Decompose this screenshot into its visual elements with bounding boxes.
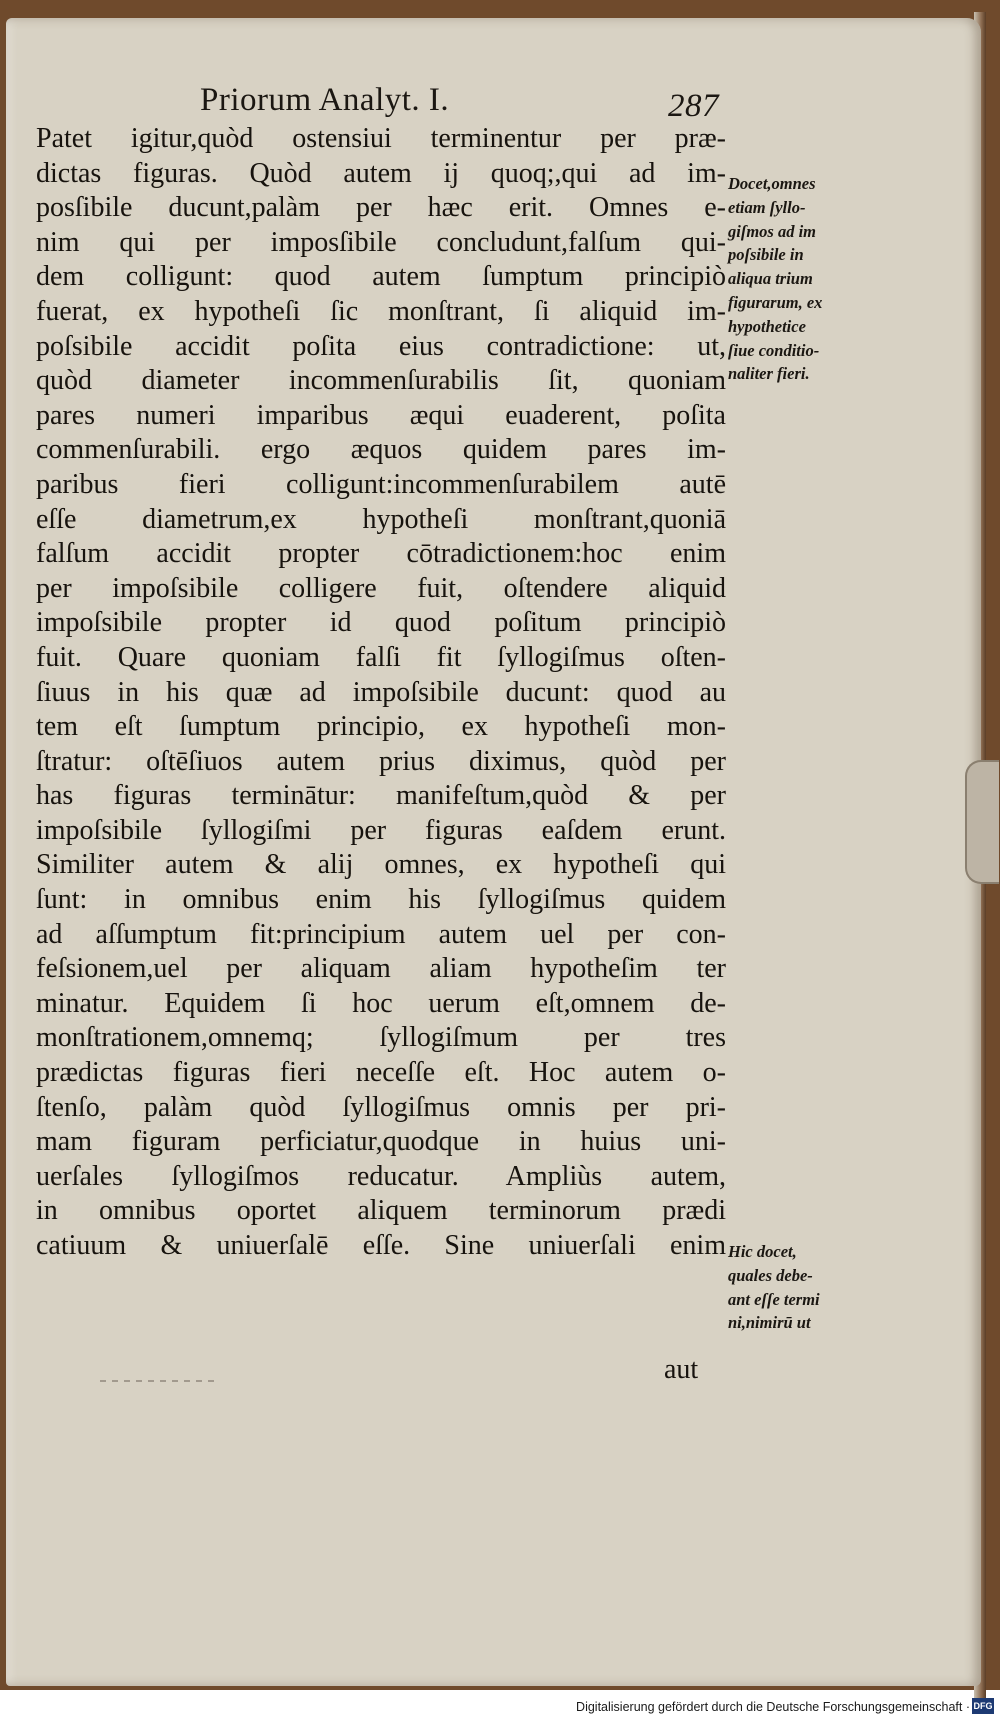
text-line: prædictas figuras fieri neceſſe eſt. Hoc autem o- [36, 1057, 726, 1089]
text-line: falſum accidit propter cōtradictionem:hoc enim [36, 538, 726, 570]
text-line: fuerat, ex hypotheſi ſic monſtrant, ſi aliquid im- [36, 295, 726, 327]
text-line: nim qui per imposſibile concludunt,falſum qui- [36, 226, 726, 258]
catchword: aut [664, 1354, 699, 1385]
marginal-note-line: giſmos ad im [728, 221, 817, 241]
funding-credit: Digitalisierung gefördert durch die Deutsche Forschungsgemeinschaft · [576, 1700, 970, 1714]
main-text-block [36, 122, 726, 1264]
text-line: monſtrationem,omnemq; ſyllogiſmum per tres [36, 1022, 726, 1054]
text-line: eſſe diametrum,ex hypotheſi monſtrant,quoniā [36, 503, 726, 535]
text-line: tem eſt ſumptum principio, ex hypotheſi mon- [36, 711, 726, 743]
dfg-logo: DFG [972, 1698, 994, 1714]
text-line: has figuras terminātur: manifeſtum,quòd & per [36, 780, 726, 812]
page-number: 287 [668, 88, 719, 124]
marginal-note-line: ſiue conditio- [728, 340, 820, 360]
marginal-note-line: poſsibile in [728, 245, 804, 265]
text-line: ad aſſumptum fit:principium autem uel per con- [36, 918, 726, 950]
text-line: mam figuram perficiatur,quodque in huius uni- [36, 1126, 726, 1158]
marginal-note-line: ni,nimirū ut [728, 1313, 811, 1333]
marginal-note-line: naliter fieri. [728, 364, 810, 384]
stray-mark [100, 1380, 220, 1382]
book-clasp [965, 760, 999, 884]
text-line: commenſurabili. ergo æquos quidem pares im- [36, 434, 726, 466]
text-line: ſiuus in his quæ ad impoſsibile ducunt: quod au [36, 676, 726, 708]
marginal-note-1 [728, 172, 868, 386]
text-line: in omnibus oportet aliquem terminorum prædi [36, 1195, 726, 1227]
text-line: ſtratur: oſtēſiuos autem prius diximus, quòd per [36, 745, 726, 777]
marginal-note-line: aliqua trium [728, 269, 813, 289]
text-line: impoſsibile ſyllogiſmi per figuras eaſdem erunt. [36, 814, 726, 846]
text-line: ſunt: in omnibus enim his ſyllogiſmus quidem [36, 884, 726, 916]
marginal-note-line: figurarum, ex [728, 292, 823, 312]
text-line: catiuum & uniuerſalē eſſe. Sine uniuerſali enim [36, 1230, 726, 1261]
text-line: Patet igitur,quòd ostensiui terminentur per præ- [36, 123, 726, 154]
running-head-title: Priorum Analyt. I. [200, 82, 450, 118]
text-line: dictas figuras. Quòd autem ij quoq;,qui ad im- [36, 157, 726, 189]
text-line: pares numeri imparibus æqui euaderent, poſita [36, 399, 726, 431]
text-line: poſsibile accidit poſita eius contradictione: ut, [36, 330, 726, 362]
footer [0, 1698, 1000, 1718]
text-line: dem colligunt: quod autem ſumptum principiò [36, 261, 726, 293]
text-line: per impoſsibile colligere fuit, oſtendere aliquid [36, 572, 726, 604]
marginal-note-2 [728, 1240, 868, 1335]
marginal-note-line: Docet,omnes [728, 174, 816, 193]
text-line: impoſsibile propter id quod poſitum principiò [36, 607, 726, 639]
text-line: feſsionem,uel per aliquam aliam hypotheſim ter [36, 953, 726, 985]
marginal-note-line: Hic docet, [728, 1242, 797, 1261]
marginal-note-line: etiam ſyllo- [728, 197, 806, 217]
text-line: quòd diameter incommenſurabilis ſit, quoniam [36, 365, 726, 397]
text-line: ſtenſo, palàm quòd ſyllogiſmus omnis per pri- [36, 1091, 726, 1123]
text-line: uerſales ſyllogiſmos reducatur. Ampliùs autem, [36, 1160, 726, 1192]
text-line: Similiter autem & alij omnes, ex hypotheſi qui [36, 849, 726, 881]
text-line: fuit. Quare quoniam falſi fit ſyllogiſmus oſten- [36, 641, 726, 673]
text-line: paribus fieri colligunt:incommenſurabilem autē [36, 468, 726, 500]
marginal-note-line: hypothetice [728, 316, 806, 336]
text-line: minatur. Equidem ſi hoc uerum eſt,omnem de- [36, 987, 726, 1019]
marginal-note-line: quales debe- [728, 1265, 813, 1285]
text-line: posſibile ducunt,palàm per hæc erit. Omnes e- [36, 192, 726, 224]
marginal-note-line: ant eſſe termi [728, 1289, 820, 1309]
